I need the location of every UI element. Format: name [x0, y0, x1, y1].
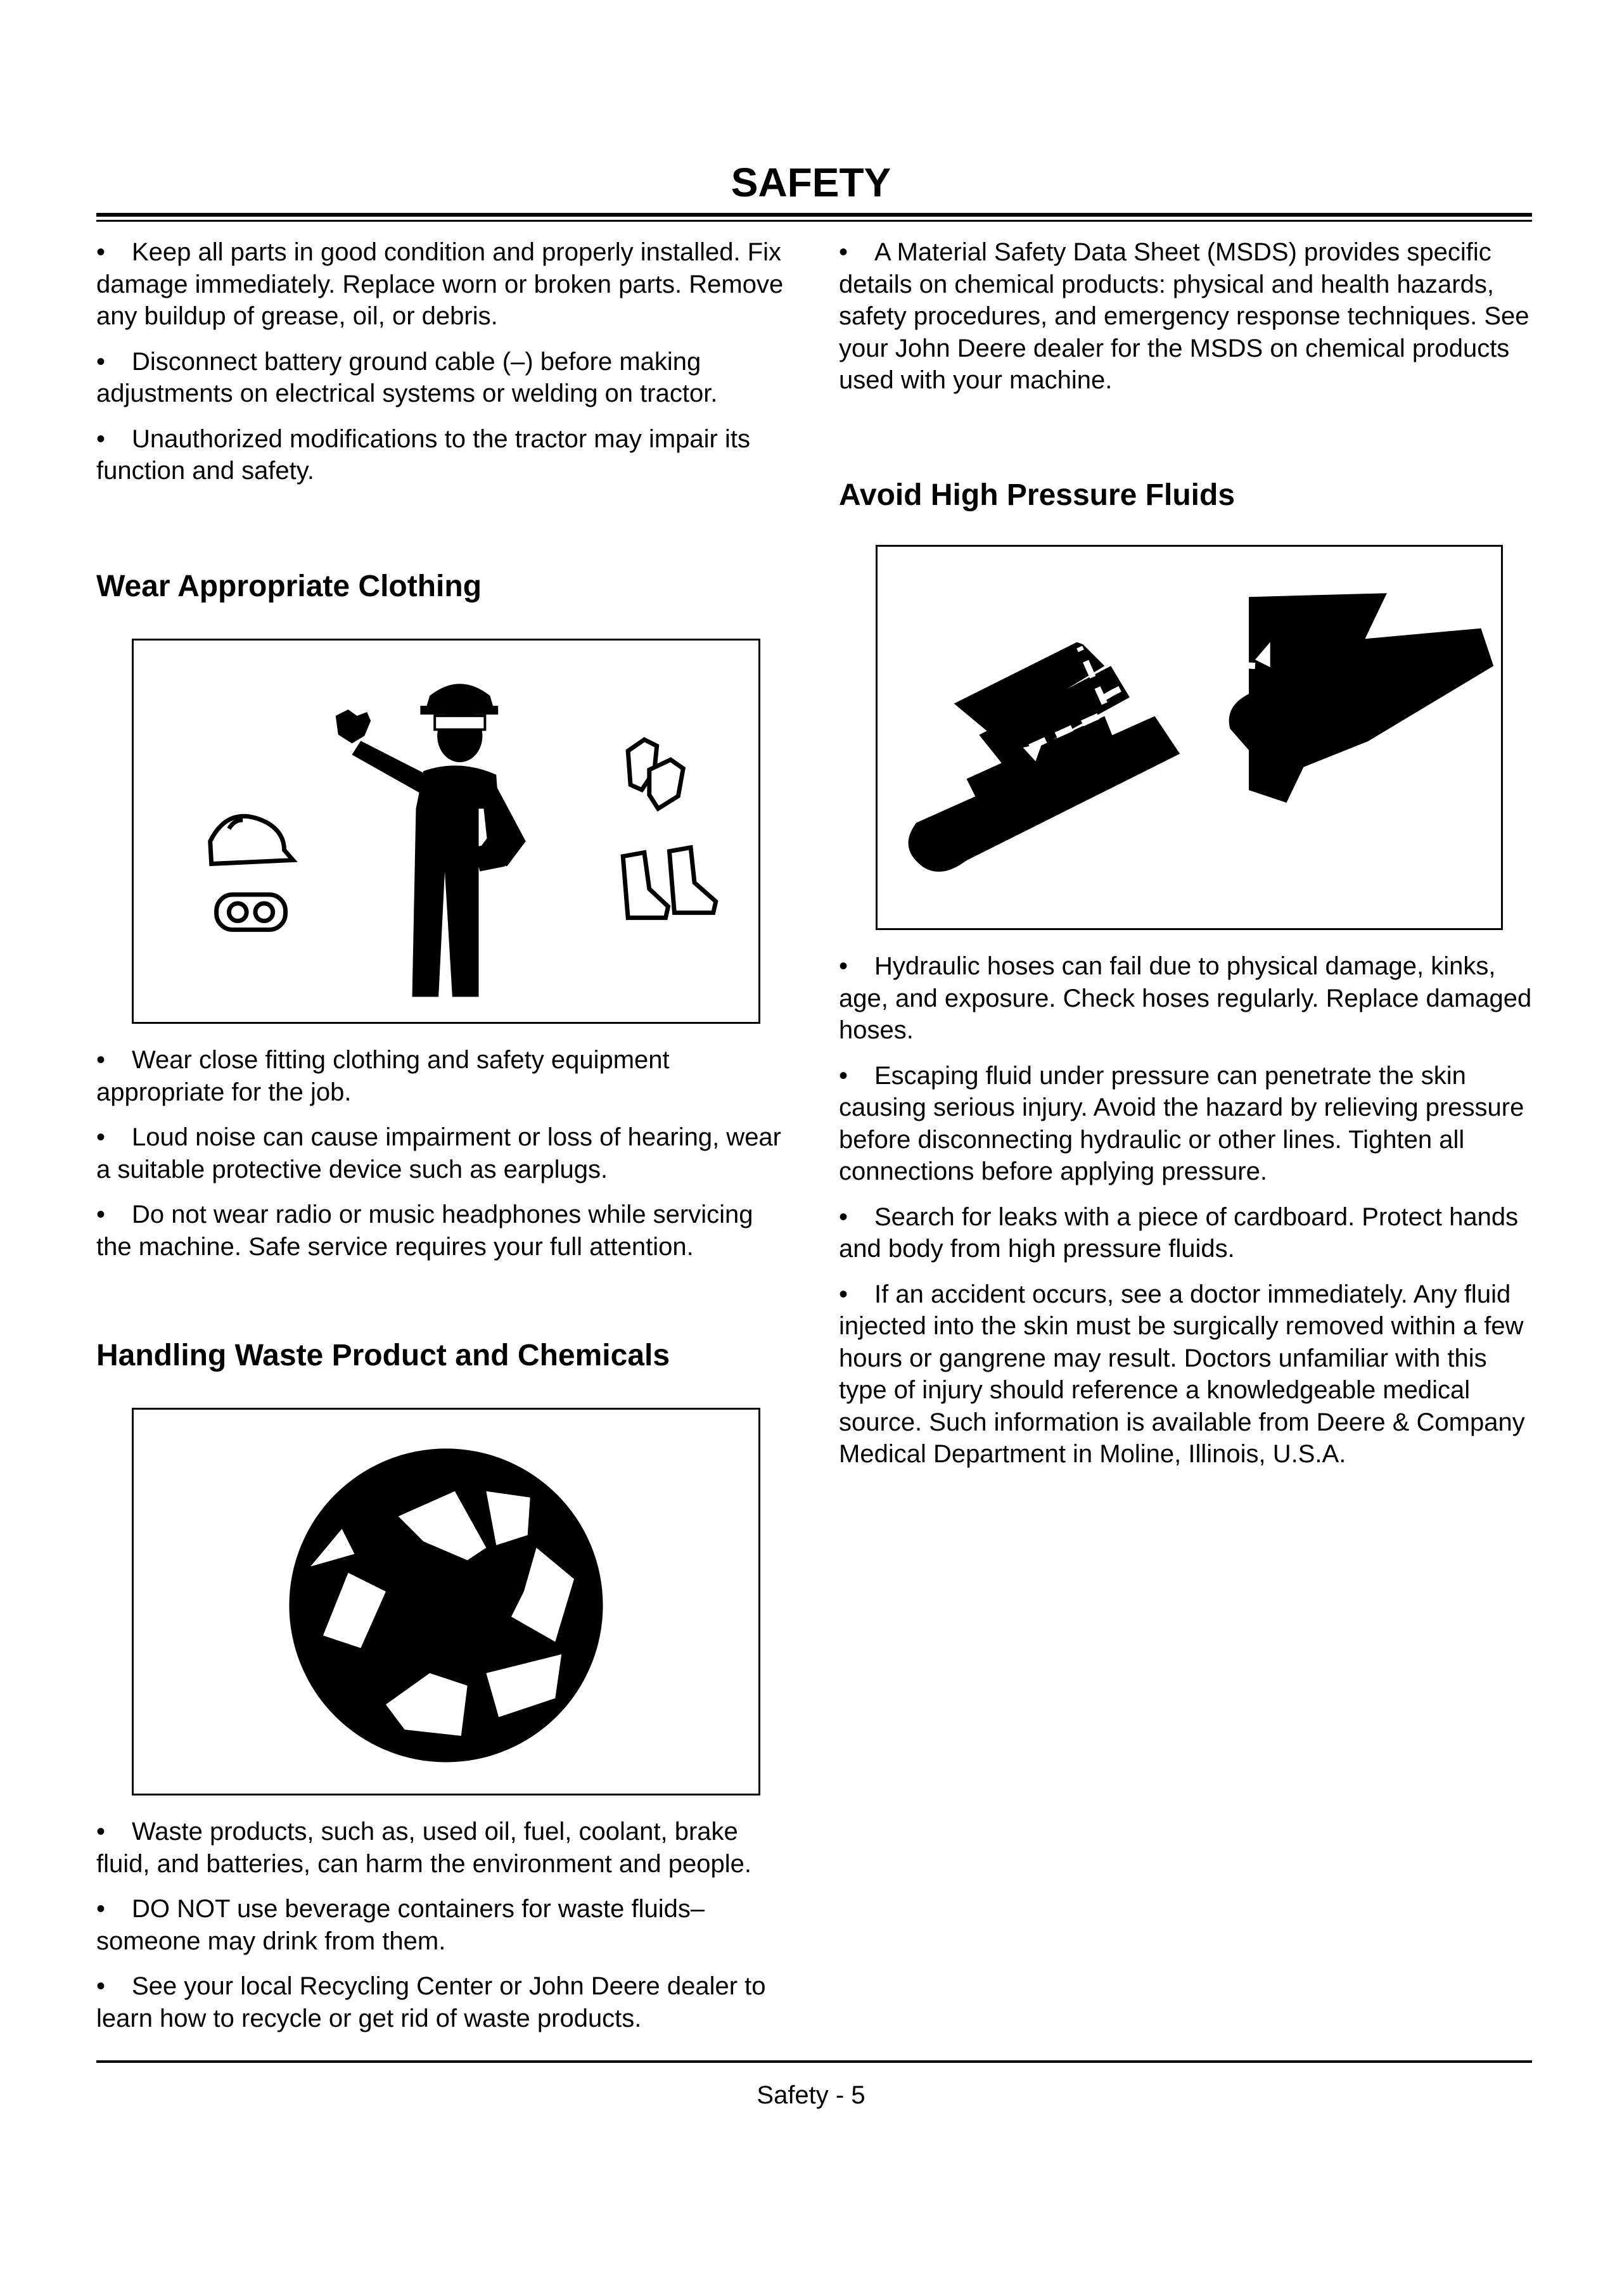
- list-item: • If an accident occurs, see a doctor immediately. Any fluid injected into the skin must be surgically removed within a few hours or gangrene may result. Doctors unfamiliar with this type of injury should reference a knowledgeable medical source. Such information is available from Deere & Company Medical Department in Moline, Illinois, U.S.A.: [839, 1280, 1525, 1468]
- waste-bullet-list: [96, 1816, 787, 2048]
- recycle-icon: [132, 1408, 760, 1795]
- intro-bullet-list: [96, 236, 787, 501]
- title-rule: [96, 213, 1532, 222]
- list-item: • Waste products, such as, used oil, fuel, coolant, brake fluid, and batteries, can harm the environment and people.: [96, 1818, 751, 1878]
- list-item: • A Material Safety Data Sheet (MSDS) provides specific details on chemical products: physical and health hazards, safety procedures, and emergency response techniques. See your John Deere dealer for the MSDS on chemical products used with your machine.: [839, 238, 1529, 394]
- clothing-bullet-list: [96, 1044, 787, 1276]
- list-item: • Unauthorized modifications to the tractor may impair its function and safety.: [96, 424, 750, 485]
- list-item: • See your local Recycling Center or John Deere dealer to learn how to recycle or get rid of waste products.: [96, 1972, 766, 2032]
- list-item: • Do not wear radio or music headphones while servicing the machine. Safe service requires your full attention.: [96, 1201, 753, 1261]
- page-title: SAFETY: [731, 160, 891, 205]
- list-item: • Keep all parts in good condition and properly installed. Fix damage immediately. Replace worn or broken parts. Remove any buildup of grease, oil, or debris.: [96, 238, 784, 330]
- page-footer: Safety - 5: [757, 2081, 865, 2109]
- clothing-heading: Wear Appropriate Clothing: [96, 570, 482, 603]
- protective-clothing-icon: [132, 639, 760, 1024]
- list-item: • Wear close fitting clothing and safety equipment appropriate for the job.: [96, 1046, 670, 1106]
- waste-heading: Handling Waste Product and Chemicals: [96, 1339, 670, 1372]
- list-item: • Search for leaks with a piece of cardboard. Protect hands and body from high pressure fluids.: [839, 1202, 1519, 1263]
- recycle-icon: [134, 1410, 758, 1794]
- list-item: • Hydraulic hoses can fail due to physical damage, kinks, age, and exposure. Check hoses regularly. Replace damaged hoses.: [839, 952, 1532, 1044]
- list-item: • DO NOT use beverage containers for waste fluids– someone may drink from them.: [96, 1895, 705, 1955]
- list-item: • Loud noise can cause impairment or loss of hearing, wear a suitable protective device such as earplugs.: [96, 1123, 781, 1183]
- list-item: • Disconnect battery ground cable (–) before making adjustments on electrical systems or welding on tractor.: [96, 347, 718, 407]
- pressure-heading: Avoid High Pressure Fluids: [839, 478, 1236, 512]
- footer-rule: [96, 2060, 1532, 2063]
- msds-bullet-list: [839, 236, 1532, 410]
- list-item: • Escaping fluid under pressure can penetrate the skin causing serious injury. Avoid the hazard by relieving pressure before disconnecting hydraulic or other lines. Tighten all connections before applying pressure.: [839, 1061, 1524, 1185]
- high-pressure-fluid-icon: [878, 547, 1501, 928]
- protective-clothing-icon: [134, 641, 758, 1022]
- pressure-bullet-list: [839, 950, 1532, 1484]
- high-pressure-fluid-icon: [876, 545, 1503, 930]
